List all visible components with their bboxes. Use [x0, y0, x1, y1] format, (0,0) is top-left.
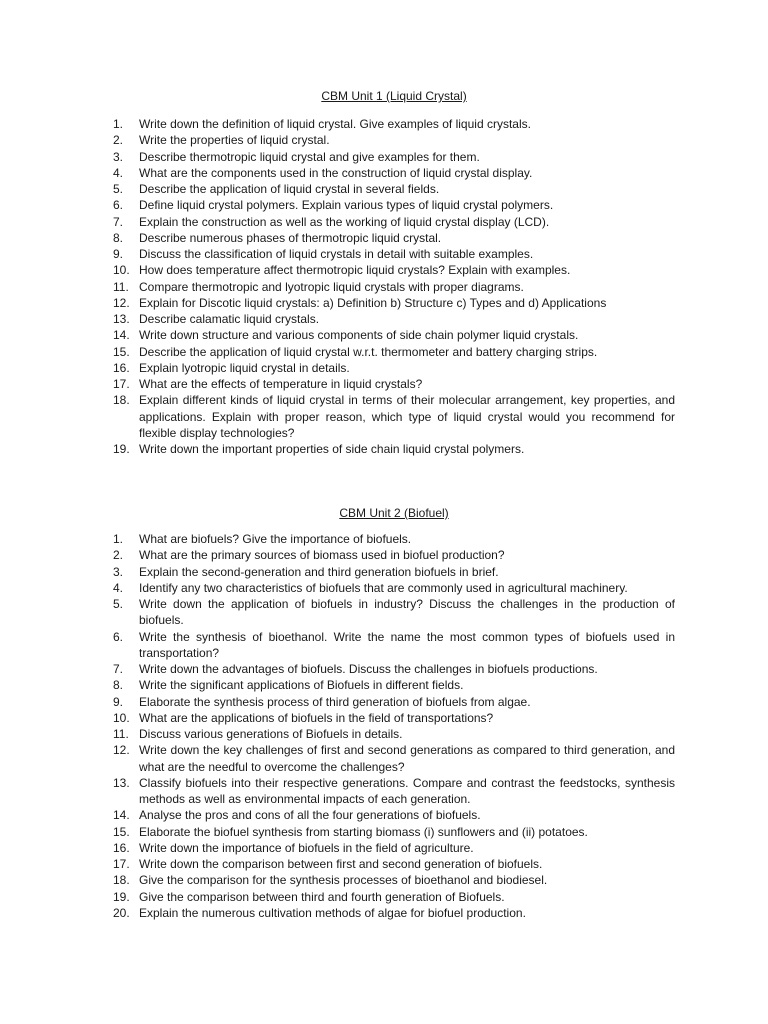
- question-item: [113, 742, 675, 775]
- question-number: 19.: [113, 889, 130, 904]
- question-number: 9.: [113, 247, 124, 261]
- question-number: 11.: [113, 279, 129, 294]
- question-number: 12.: [113, 743, 130, 758]
- question-text: Describe numerous phases of thermotropic liquid crystal.: [139, 230, 442, 245]
- question-number: 6.: [113, 198, 124, 213]
- question-text: Explain for Discotic liquid crystals: a) Definition b) Structure c) Types and d) Applications: [139, 295, 607, 310]
- question-number: 3.: [113, 149, 124, 164]
- question-item: [113, 840, 675, 856]
- question-number: 8.: [113, 678, 124, 693]
- question-item: [113, 596, 675, 629]
- question-number: 17.: [113, 857, 130, 871]
- question-text: Write down the importance of biofuels in the field of agriculture.: [139, 840, 474, 855]
- question-number: 6.: [113, 629, 124, 644]
- question-text: Give the comparison for the synthesis processes of bioethanol and biodiesel.: [139, 873, 548, 888]
- question-number: 4.: [113, 165, 124, 180]
- question-item: [113, 441, 675, 457]
- question-number: 10.: [113, 263, 130, 278]
- question-number: 5.: [113, 597, 124, 611]
- question-item: [113, 165, 675, 181]
- question-text: Discuss various generations of Biofuels in details.: [139, 727, 403, 741]
- question-number: 5.: [113, 182, 124, 196]
- question-item: [113, 116, 675, 132]
- question-number: 2.: [113, 133, 124, 148]
- question-item: [113, 677, 675, 693]
- question-text: What are biofuels? Give the importance of biofuels.: [139, 532, 412, 546]
- question-item: [113, 564, 675, 580]
- unit2-section: [113, 505, 675, 921]
- question-item: [113, 149, 675, 165]
- question-text: Write the properties of liquid crystal.: [139, 133, 330, 148]
- question-text: Write down the application of biofuels in industry? Discuss the challenges in the production of biofuels.: [139, 597, 675, 628]
- question-number: 15.: [113, 824, 130, 839]
- question-number: 14.: [113, 808, 130, 823]
- question-text: Write down the important properties of side chain liquid crystal polymers.: [139, 442, 525, 456]
- question-text: What are the effects of temperature in liquid crystals?: [139, 377, 423, 391]
- question-text: Define liquid crystal polymers. Explain various types of liquid crystal polymers.: [139, 198, 554, 213]
- question-item: [113, 710, 675, 726]
- question-number: 13.: [113, 312, 130, 326]
- unit1-title: CBM Unit 1 (Liquid Crystal): [321, 89, 467, 103]
- question-text: Write down the comparison between first and second generation of biofuels.: [139, 857, 543, 871]
- question-number: 16.: [113, 840, 130, 855]
- question-number: 10.: [113, 710, 130, 725]
- question-text: Write down the definition of liquid crystal. Give examples of liquid crystals.: [139, 117, 531, 131]
- question-item: [113, 246, 675, 262]
- question-number: 19.: [113, 442, 130, 456]
- question-text: Explain different kinds of liquid crystal in terms of their molecular arrangement, key properties, and applications. Explain with proper reason, which type of liquid crystal would you recommend for flexible display technologies?: [139, 393, 675, 440]
- question-text: What are the applications of biofuels in the field of transportations?: [139, 710, 494, 725]
- question-number: 1.: [113, 117, 124, 131]
- question-item: [113, 392, 675, 441]
- question-number: 8.: [113, 230, 124, 245]
- question-number: 11.: [113, 727, 129, 741]
- question-number: 12.: [113, 295, 130, 310]
- question-text: Write down the advantages of biofuels. Discuss the challenges in biofuels productions.: [139, 662, 598, 676]
- question-item: [113, 905, 675, 921]
- question-item: [113, 547, 675, 563]
- question-text: Write the significant applications of Biofuels in different fields.: [139, 678, 464, 693]
- question-text: Write the synthesis of bioethanol. Write the name the most common types of biofuels used in transportation?: [139, 629, 675, 660]
- question-text: Give the comparison between third and fourth generation of Biofuels.: [139, 889, 505, 904]
- question-number: 17.: [113, 377, 130, 391]
- question-text: Describe thermotropic liquid crystal and give examples for them.: [139, 149, 480, 164]
- question-number: 1.: [113, 532, 124, 546]
- unit2-title: CBM Unit 2 (Biofuel): [339, 506, 449, 520]
- question-number: 14.: [113, 328, 130, 343]
- unit1-question-list: [113, 116, 675, 457]
- question-item: [113, 295, 675, 311]
- question-number: 3.: [113, 564, 124, 579]
- question-item: [113, 629, 675, 662]
- question-text: How does temperature affect thermotropic liquid crystals? Explain with examples.: [139, 263, 571, 278]
- question-item: [113, 132, 675, 148]
- question-text: Identify any two characteristics of biofuels that are commonly used in agricultural machinery.: [139, 580, 628, 595]
- unit2-question-list: [113, 531, 675, 921]
- question-item: [113, 311, 675, 327]
- question-item: [113, 214, 675, 230]
- question-number: 20.: [113, 905, 130, 920]
- question-item: [113, 889, 675, 905]
- question-text: Discuss the classification of liquid crystals in detail with suitable examples.: [139, 247, 534, 261]
- question-text: Describe the application of liquid crystal w.r.t. thermometer and battery charging strips.: [139, 344, 598, 359]
- question-text: Write down structure and various components of side chain polymer liquid crystals.: [139, 328, 579, 343]
- question-item: [113, 824, 675, 840]
- question-text: Compare thermotropic and lyotropic liquid crystals with proper diagrams.: [139, 279, 524, 294]
- question-text: Explain the numerous cultivation methods of algae for biofuel production.: [139, 905, 526, 920]
- question-item: [113, 856, 675, 872]
- question-number: 16.: [113, 360, 130, 375]
- question-text: What are the components used in the construction of liquid crystal display.: [139, 165, 533, 180]
- question-item: [113, 807, 675, 823]
- question-item: [113, 262, 675, 278]
- question-item: [113, 360, 675, 376]
- question-text: Analyse the pros and cons of all the four generations of biofuels.: [139, 808, 481, 823]
- question-item: [113, 872, 675, 888]
- question-item: [113, 661, 675, 677]
- question-text: Elaborate the biofuel synthesis from starting biomass (i) sunflowers and (ii) potatoes.: [139, 824, 588, 839]
- question-text: What are the primary sources of biomass used in biofuel production?: [139, 548, 505, 563]
- question-number: 2.: [113, 548, 124, 563]
- question-text: Elaborate the synthesis process of third generation of biofuels from algae.: [139, 694, 531, 709]
- question-number: 18.: [113, 393, 130, 408]
- question-item: [113, 376, 675, 392]
- question-number: 7.: [113, 214, 124, 229]
- question-number: 7.: [113, 662, 124, 676]
- question-item: [113, 694, 675, 710]
- question-item: [113, 327, 675, 343]
- question-item: [113, 531, 675, 547]
- question-number: 18.: [113, 873, 130, 888]
- question-item: [113, 726, 675, 742]
- question-item: [113, 197, 675, 213]
- unit1-section: [113, 88, 675, 457]
- question-number: 13.: [113, 775, 130, 790]
- question-text: Explain the construction as well as the working of liquid crystal display (LCD).: [139, 214, 550, 229]
- question-text: Explain the second-generation and third generation biofuels in brief.: [139, 564, 499, 579]
- question-number: 4.: [113, 580, 124, 595]
- question-number: 9.: [113, 694, 124, 709]
- question-text: Classify biofuels into their respective generations. Compare and contrast the feedstocks, synthesis methods as well as environmental impacts of each generation.: [139, 775, 675, 806]
- question-item: [113, 580, 675, 596]
- question-number: 15.: [113, 344, 130, 359]
- question-text: Write down the key challenges of first and second generations as compared to third generation, and what are the needful to overcome the challenges?: [139, 743, 675, 774]
- question-item: [113, 181, 675, 197]
- question-item: [113, 230, 675, 246]
- question-item: [113, 279, 675, 295]
- question-item: [113, 775, 675, 808]
- question-text: Describe the application of liquid crystal in several fields.: [139, 182, 440, 196]
- question-item: [113, 344, 675, 360]
- question-text: Describe calamatic liquid crystals.: [139, 312, 320, 326]
- question-text: Explain lyotropic liquid crystal in details.: [139, 360, 350, 375]
